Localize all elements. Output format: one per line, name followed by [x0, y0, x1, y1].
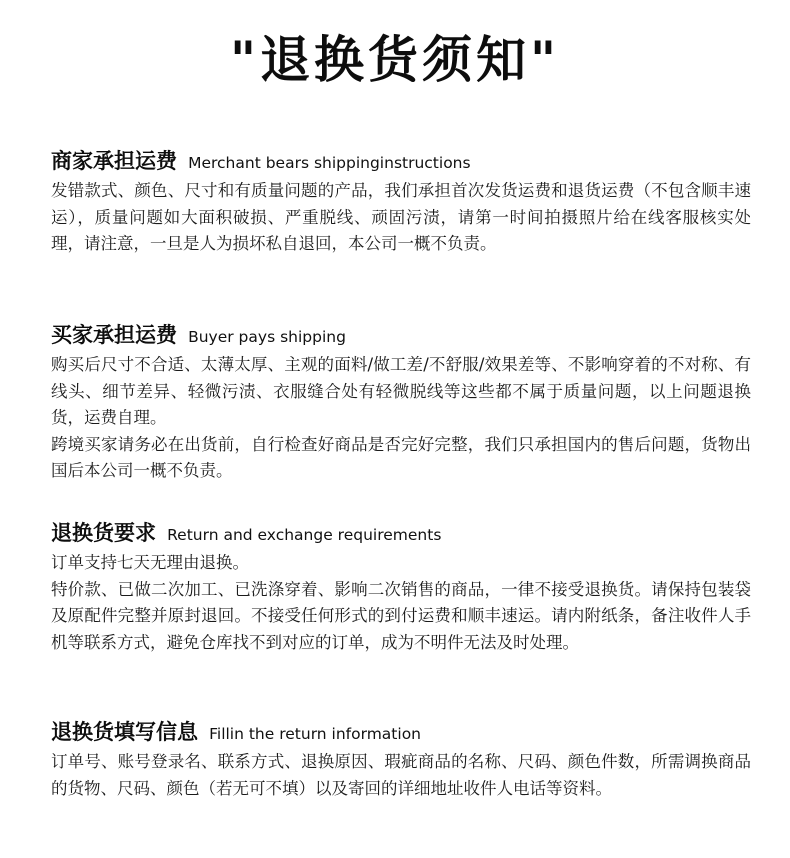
section-heading-zh: 退换货填写信息 — [51, 720, 198, 744]
section-heading-zh: 退换货要求 — [51, 521, 156, 545]
section-heading — [51, 318, 751, 352]
section-return-information — [51, 715, 751, 802]
section-heading-zh: 商家承担运费 — [51, 149, 177, 173]
page-title: "退换货须知" — [229, 31, 561, 89]
section-return-requirements — [51, 516, 751, 656]
section-paragraph: 订单支持七天无理由退换。 — [51, 553, 249, 572]
section-paragraph: 特价款、已做二次加工、已洗涤穿着、影响二次销售的商品，一律不接受退换货。请保持包装袋及原配件完整并原封退回。不接受任何形式的到付运费和顺丰速运。请内附纸条，备注收件人手机等联系方式，避免仓库找不到对应的订单，成为不明件无法及时处理。 — [51, 579, 751, 652]
section-heading-en: Buyer pays shipping — [188, 328, 346, 346]
section-merchant-bears-shipping — [51, 144, 751, 258]
section-buyer-pays-shipping — [51, 318, 751, 485]
section-heading — [51, 715, 751, 749]
section-heading — [51, 516, 751, 550]
section-heading-zh: 买家承担运费 — [51, 323, 177, 347]
section-paragraph: 跨境买家请务必在出货前，自行检查好商品是否完好完整，我们只承担国内的售后问题，货物出国后本公司一概不负责。 — [51, 434, 751, 480]
section-heading-en: Fillin the return information — [209, 725, 422, 743]
section-paragraph: 发错款式、颜色、尺寸和有质量问题的产品，我们承担首次发货运费和退货运费（不包含顺丰速运），质量问题如大面积破损、严重脱线、顽固污渍，请第一时间拍摄照片给在线客服核实处理，请注意，一旦是人为损坏私自退回，本公司一概不负责。 — [51, 181, 751, 253]
section-paragraph: 购买后尺寸不合适、太薄太厚、主观的面料/做工差/不舒服/效果差等、不影响穿着的不对称、有线头、细节差异、轻微污渍、衣服缝合处有轻微脱线等这些都不属于质量问题，以上问题退换货，运费自理。 — [51, 355, 751, 427]
section-heading — [51, 144, 751, 178]
section-paragraph: 订单号、账号登录名、联系方式、退换原因、瑕疵商品的名称、尺码、颜色件数，所需调换商品的货物、尺码、颜色（若无可不填）以及寄回的详细地址收件人电话等资料。 — [51, 752, 751, 798]
section-heading-en: Return and exchange requirements — [167, 526, 442, 544]
section-heading-en: Merchant bears shippinginstructions — [188, 154, 471, 172]
